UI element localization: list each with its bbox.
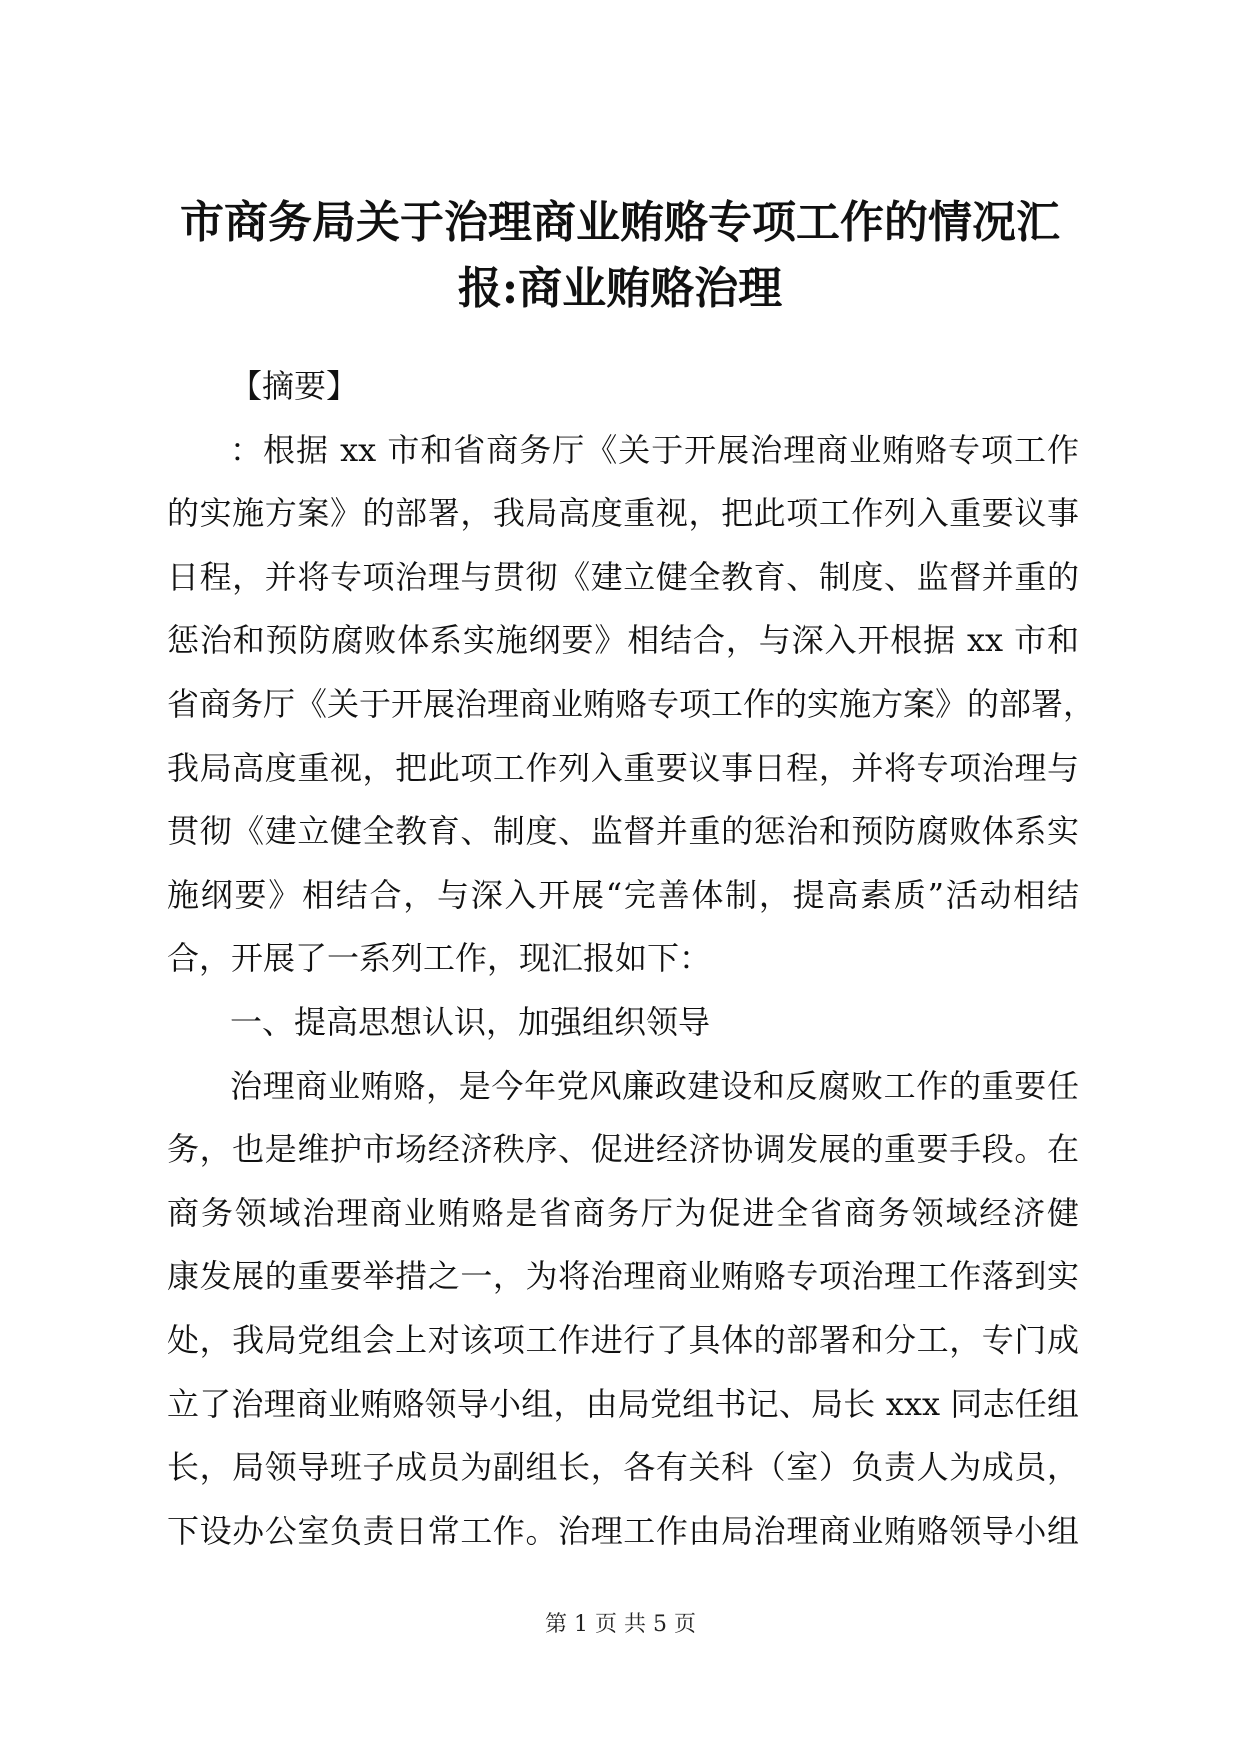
paragraph-line: 省商务厅《关于开展治理商业贿赂专项工作的实施方案》的部署， xyxy=(167,684,1096,723)
paragraph-line: 惩治和预防腐败体系实施纲要》相结合，与深入开根据 xx 市和 xyxy=(167,621,1079,660)
paragraph-line: 长，局领导班子成员为副组长，各有关科（室）负责人为成员， xyxy=(167,1448,1079,1487)
section-heading: 一、提高思想认识，加强组织领导 xyxy=(230,1002,711,1041)
document-title xyxy=(150,190,1090,322)
paragraph-line: 治理商业贿赂，是今年党风廉政建设和反腐败工作的重要任 xyxy=(230,1066,1079,1105)
paragraph-line: 康发展的重要举措之一，为将治理商业贿赂专项治理工作落到实 xyxy=(167,1257,1079,1296)
page-footer: 第 1 页 共 5 页 xyxy=(545,1612,696,1637)
paragraph-line: 合，开展了一系列工作，现汇报如下： xyxy=(167,939,712,978)
abstract-label: 【摘要】 xyxy=(230,367,359,405)
paragraph-line: 日程，并将专项治理与贯彻《建立健全教育、制度、监督并重的 xyxy=(167,557,1079,596)
paragraph-line: ：根据 xx 市和省商务厅《关于开展治理商业贿赂专项工作 xyxy=(230,430,1079,469)
document-body xyxy=(167,355,1096,1563)
paragraph-line: 务，也是维护市场经济秩序、促进经济协调发展的重要手段。在 xyxy=(167,1130,1079,1169)
paragraph-line: 商务领域治理商业贿赂是省商务厅为促进全省商务领域经济健 xyxy=(167,1193,1079,1232)
paragraph-line: 处，我局党组会上对该项工作进行了具体的部署和分工，专门成 xyxy=(167,1320,1079,1359)
title-line-1: 市商务局关于治理商业贿赂专项工作的情况汇 xyxy=(180,197,1060,248)
paragraph-line: 施纲要》相结合，与深入开展“完善体制，提高素质”活动相结 xyxy=(167,875,1079,914)
paragraph-line: 我局高度重视，把此项工作列入重要议事日程，并将专项治理与 xyxy=(167,748,1079,787)
title-line-2: 报:商业贿赂治理 xyxy=(457,263,783,314)
paragraph-line: 贯彻《建立健全教育、制度、监督并重的惩治和预防腐败体系实 xyxy=(167,812,1079,851)
paragraph-line: 下设办公室负责日常工作。治理工作由局治理商业贿赂领导小组 xyxy=(167,1511,1079,1550)
paragraph-line: 立了治理商业贿赂领导小组，由局党组书记、局长 xxx 同志任组 xyxy=(167,1384,1079,1423)
paragraph-line: 的实施方案》的部署，我局高度重视，把此项工作列入重要议事 xyxy=(167,494,1079,533)
